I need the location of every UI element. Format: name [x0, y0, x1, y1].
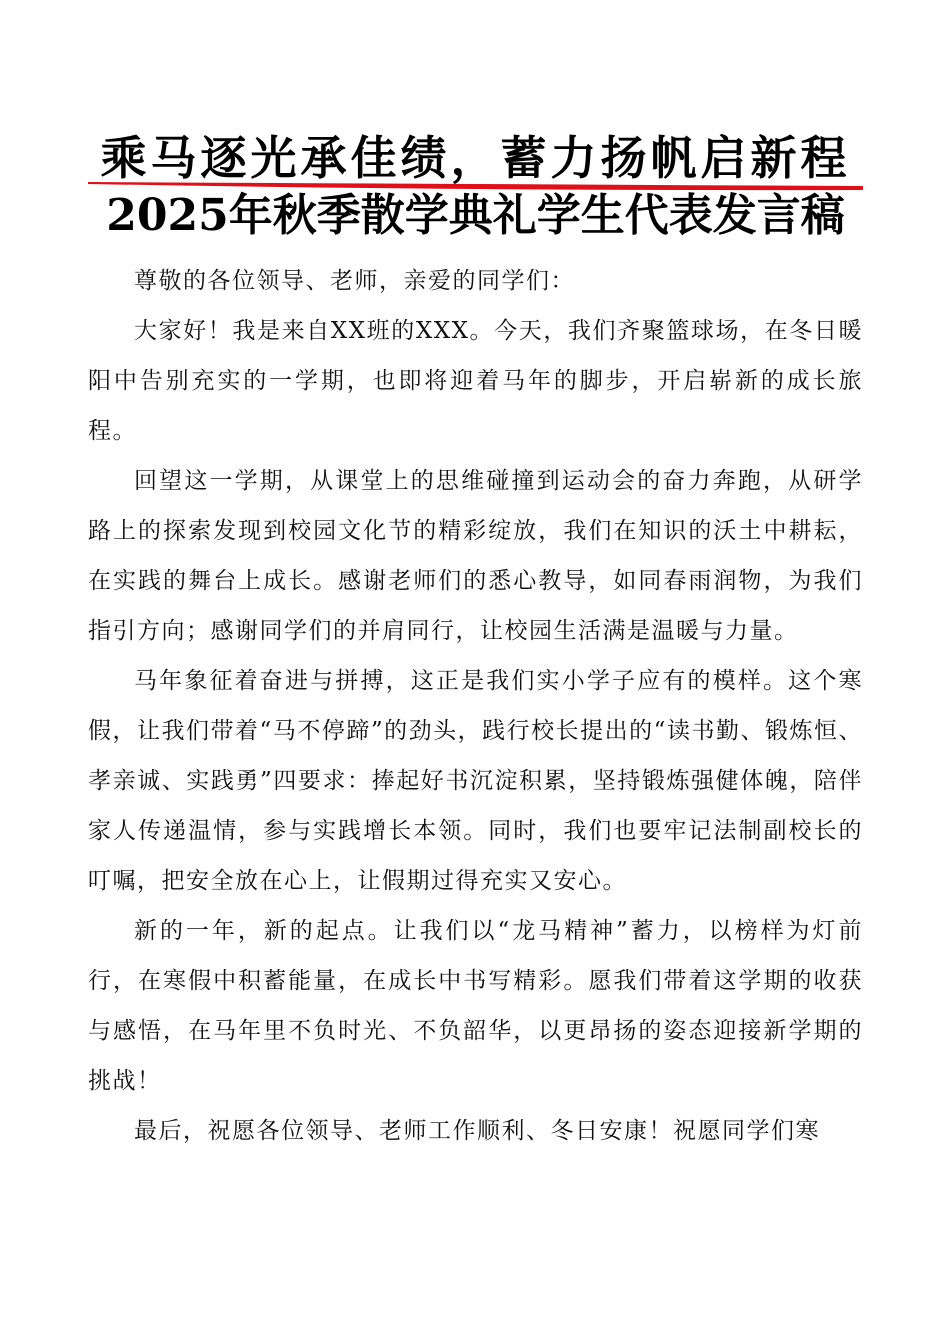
paragraph-closing: 最后，祝愿各位领导、老师工作顺利、冬日安康！祝愿同学们寒 — [134, 1118, 820, 1144]
document-subtitle: 2025年秋季散学典礼学生代表发言稿 — [106, 190, 845, 241]
paragraph-intro: 大家好！我是来自XX班的XXX。今天，我们齐聚篮球场，在冬日暖阳中告别充实的一学期，也即将迎着马年的脚步，开启崭新的成长旅程。 — [88, 318, 863, 444]
paragraph-new-start: 新的一年，新的起点。让我们以“龙马精神”蓄力，以榜样为灯前行，在寒假中积蓄能量，在成长中书写精彩。愿我们带着这学期的收获与感悟，在马年里不负时光、不负韶华，以更昂扬的姿态迎接新学期的挑战！ — [88, 918, 863, 1094]
paragraph-review: 回望这一学期，从课堂上的思维碰撞到运动会的奋力奔跑，从研学路上的探索发现到校园文化节的精彩绽放，我们在知识的沃土中耕耘，在实践的舞台上成长。感谢老师们的悉心教导，如同春雨润物，为我们指引方向；感谢同学们的并肩同行，让校园生活满是温暖与力量。 — [88, 468, 863, 644]
paragraph-greeting: 尊敬的各位领导、老师，亲爱的同学们： — [134, 268, 575, 294]
paragraph-horse-year: 马年象征着奋进与拼搏，这正是我们实小学子应有的模样。这个寒假，让我们带着“马不停蹄”的劲头，践行校长提出的“读书勤、锻炼恒、孝亲诚、实践勇”四要求：捧起好书沉淀积累，坚持锻炼强健体魄，陪伴家人传递温情，参与实践增长本领。同时，我们也要牢记法制副校长的叮嘱，把安全放在心上，让假期过得充实又安心。 — [88, 668, 863, 894]
document-body — [88, 256, 863, 1156]
document-title: 乘马逐光承佳绩，蓄力扬帆启新程 — [100, 131, 851, 185]
